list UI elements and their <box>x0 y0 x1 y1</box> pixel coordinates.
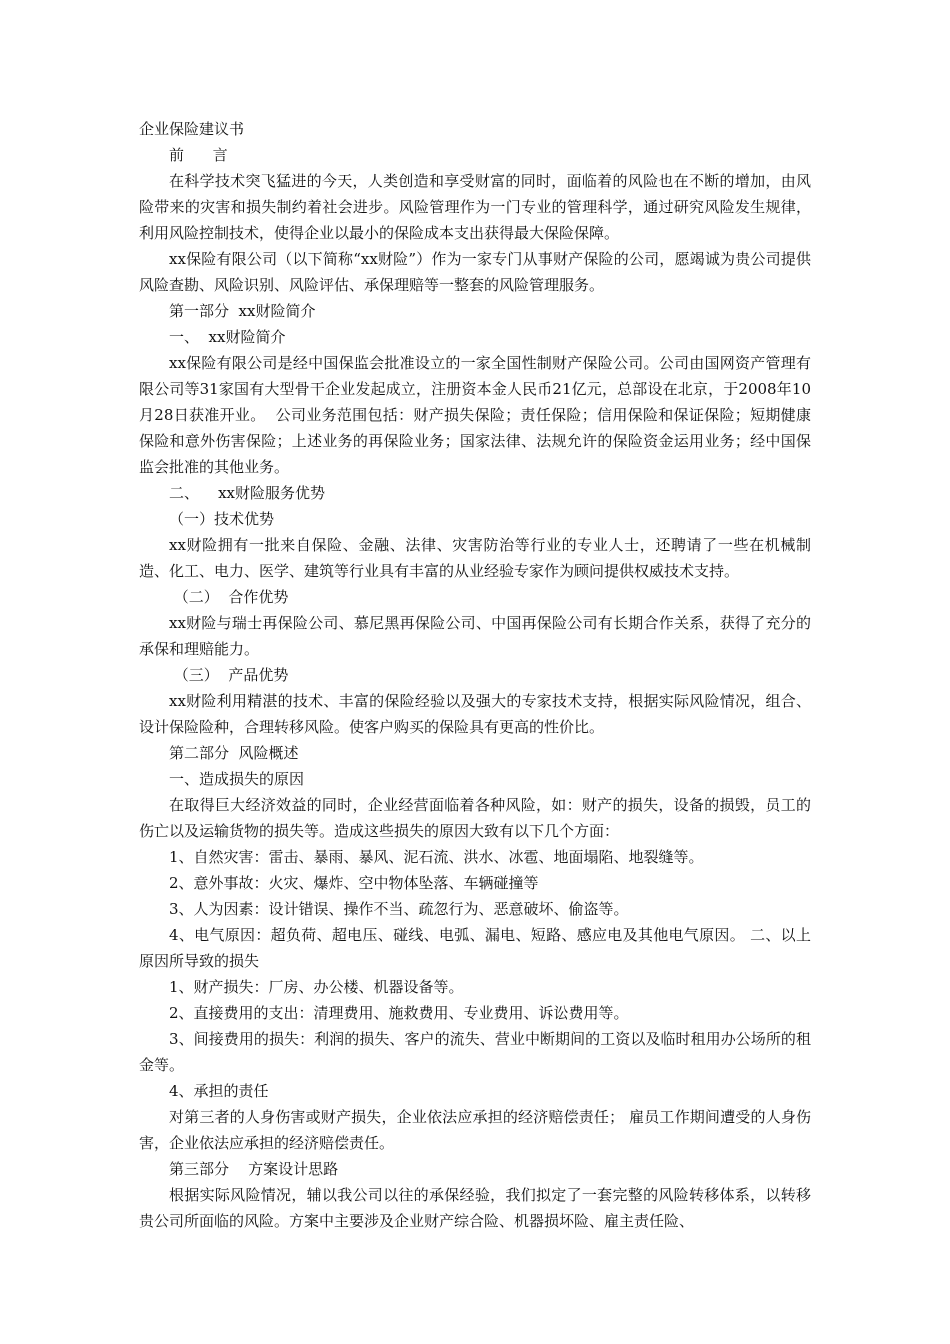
paragraph: xx财险拥有一批来自保险、金融、法律、灾害防治等行业的专业人士，还聘请了一些在机械制造、化工、电力、医学、建筑等行业具有丰富的从业经验专家作为顾问提供权威技术支持。 <box>139 536 811 580</box>
paragraph: 在取得巨大经济效益的同时，企业经营面临着各种风险，如：财产的损失，设备的损毁，员工的伤亡以及运输货物的损失等。造成这些损失的原因大致有以下几个方面： <box>139 796 811 840</box>
list-item: 3、人为因素：设计错误、操作不当、疏忽行为、恶意破坏、偷盗等。 <box>169 900 629 918</box>
paragraph: xx保险有限公司（以下简称“xx财险”）作为一家专门从事财产保险的公司，愿竭诚为贵公司提供风险查勘、风险识别、风险评估、承保理赔等一整套的风险管理服务。 <box>139 250 811 294</box>
paragraph: xx保险有限公司是经中国保监会批准设立的一家全国性制财产保险公司。公司由国网资产管理有限公司等31家国有大型骨干企业发起成立，注册资本金人民币21亿元，总部设在北京，于2008年10月28日获准开业。 公司业务范围包括：财产损失保险；责任保险；信用保险和保证保险；短期健康保险和意外伤害保险；上述业务的再保险业务；国家法律、法规允许的保险资金运用业务；经中国保监会批准的其他业务。 <box>139 354 811 476</box>
list-item: 3、间接费用的损失：利润的损失、客户的流失、营业中断期间的工资以及临时租用办公场所的租金等。 <box>139 1030 811 1074</box>
subsection-heading: 一、造成损失的原因 <box>169 770 305 788</box>
document-title: 企业保险建议书 <box>139 120 245 138</box>
section-heading: 第三部分 方案设计思路 <box>169 1160 339 1178</box>
item-heading: （二） 合作优势 <box>169 588 289 606</box>
list-item: 4、承担的责任 <box>169 1082 269 1100</box>
item-heading: （三） 产品优势 <box>169 666 289 684</box>
subsection-heading: 二、 xx财险服务优势 <box>169 484 325 502</box>
list-item: 2、意外事故：火灾、爆炸、空中物体坠落、车辆碰撞等 <box>169 874 539 892</box>
paragraph: xx财险利用精湛的技术、丰富的保险经验以及强大的专家技术支持，根据实际风险情况，组合、设计保险险种，合理转移风险。使客户购买的保险具有更高的性价比。 <box>139 692 811 736</box>
preface-heading: 前 言 <box>169 146 228 164</box>
paragraph: 在科学技术突飞猛进的今天，人类创造和享受财富的同时，面临着的风险也在不断的增加，由风险带来的灾害和损失制约着社会进步。风险管理作为一门专业的管理科学，通过研究风险发生规律，利用风险控制技术，使得企业以最小的保险成本支出获得最大保险保障。 <box>139 172 811 242</box>
subsection-heading: 一、 xx财险简介 <box>169 328 286 346</box>
document-page <box>139 116 811 1234</box>
paragraph: xx财险与瑞士再保险公司、慕尼黑再保险公司、中国再保险公司有长期合作关系，获得了充分的承保和理赔能力。 <box>139 614 811 658</box>
paragraph: 根据实际风险情况，辅以我公司以往的承保经验，我们拟定了一套完整的风险转移体系，以转移贵公司所面临的风险。方案中主要涉及企业财产综合险、机器损坏险、雇主责任险、 <box>139 1186 811 1230</box>
section-heading: 第一部分 xx财险简介 <box>169 302 316 320</box>
list-item: 1、自然灾害：雷击、暴雨、暴风、泥石流、洪水、冰雹、地面塌陷、地裂缝等。 <box>169 848 704 866</box>
list-item: 4、电气原因：超负荷、超电压、碰线、电弧、漏电、短路、感应电及其他电气原因。 二、以上原因所导致的损失 <box>139 926 811 970</box>
paragraph: 对第三者的人身伤害或财产损失，企业依法应承担的经济赔偿责任； 雇员工作期间遭受的人身伤害，企业依法应承担的经济赔偿责任。 <box>139 1108 811 1152</box>
section-heading: 第二部分 风险概述 <box>169 744 299 762</box>
list-item: 2、直接费用的支出：清理费用、施救费用、专业费用、诉讼费用等。 <box>169 1004 629 1022</box>
list-item: 1、财产损失：厂房、办公楼、机器设备等。 <box>169 978 464 996</box>
item-heading: （一）技术优势 <box>169 510 275 528</box>
